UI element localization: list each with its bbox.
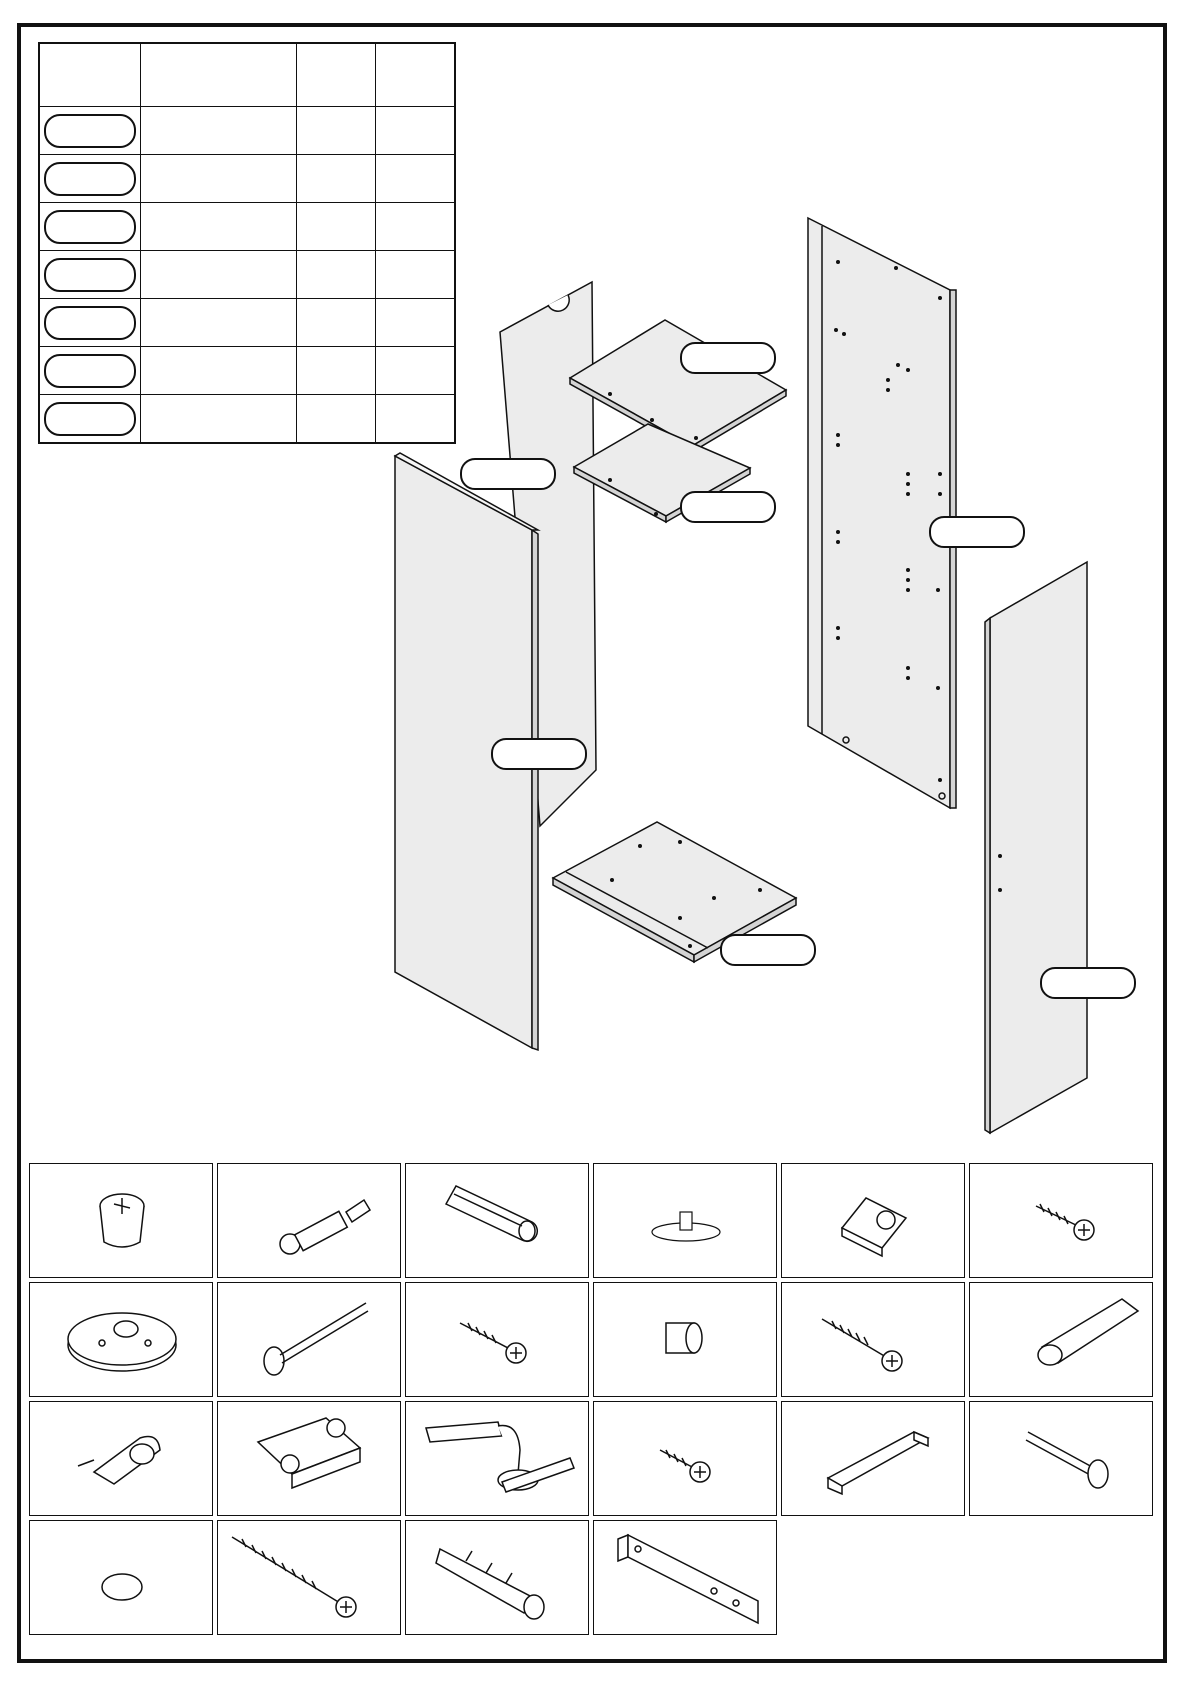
shelf-pin-icon	[594, 1164, 778, 1279]
hardware-cell	[29, 1520, 213, 1635]
panel-tag-back	[929, 516, 1025, 548]
hardware-cell	[781, 1401, 965, 1516]
wooden-dowel-icon	[406, 1164, 590, 1279]
small-screw-icon	[594, 1402, 778, 1517]
panel-tag-left-front	[491, 738, 587, 770]
top-shelf-panel	[570, 320, 786, 446]
hardware-cell	[29, 1163, 213, 1278]
right-side-panel	[990, 562, 1087, 1133]
hanging-rail-icon	[970, 1283, 1154, 1398]
hardware-cell	[969, 1401, 1153, 1516]
wall-screw-icon	[218, 1521, 402, 1636]
hardware-cell	[593, 1282, 777, 1397]
cam-bolt-icon	[218, 1164, 402, 1279]
panel-tag-middle-shelf	[680, 491, 776, 523]
hardware-cell	[969, 1163, 1153, 1278]
hardware-cell	[217, 1163, 401, 1278]
wall-plug-icon	[406, 1521, 590, 1636]
leveler-plate-icon	[30, 1283, 214, 1398]
rail-support-icon	[30, 1402, 214, 1517]
hardware-cell	[593, 1163, 777, 1278]
cam-lock-icon	[30, 1164, 214, 1279]
hardware-cell	[593, 1401, 777, 1516]
hardware-cell	[29, 1401, 213, 1516]
long-wood-screw-icon	[782, 1283, 966, 1398]
hardware-cell	[405, 1282, 589, 1397]
hardware-cell	[781, 1163, 965, 1278]
wood-screw-icon	[406, 1283, 590, 1398]
corner-bracket-icon	[782, 1164, 966, 1279]
cap-icon	[594, 1283, 778, 1398]
back-panel	[808, 218, 950, 808]
handle-icon	[782, 1402, 966, 1517]
hardware-cell	[405, 1163, 589, 1278]
panel-tag-left-back	[460, 458, 556, 490]
hardware-cell	[405, 1401, 589, 1516]
hardware-cell	[781, 1282, 965, 1397]
cup-hinge-icon	[406, 1402, 590, 1517]
panel-tag-right-side	[1040, 967, 1136, 999]
short-screw-icon	[970, 1164, 1154, 1279]
hardware-cell	[217, 1401, 401, 1516]
panel-tag-top-shelf	[680, 342, 776, 374]
machine-screw-icon	[970, 1402, 1154, 1517]
panel-tag-bottom	[720, 934, 816, 966]
hardware-cell	[29, 1282, 213, 1397]
hardware-cell	[593, 1520, 777, 1635]
hardware-cell	[217, 1282, 401, 1397]
wall-bracket-icon	[594, 1521, 778, 1636]
hardware-cell	[405, 1520, 589, 1635]
hinge-plate-icon	[218, 1402, 402, 1517]
cover-cap-icon	[30, 1521, 214, 1636]
long-bolt-icon	[218, 1283, 402, 1398]
hardware-cell	[217, 1520, 401, 1635]
hardware-cell	[969, 1282, 1153, 1397]
